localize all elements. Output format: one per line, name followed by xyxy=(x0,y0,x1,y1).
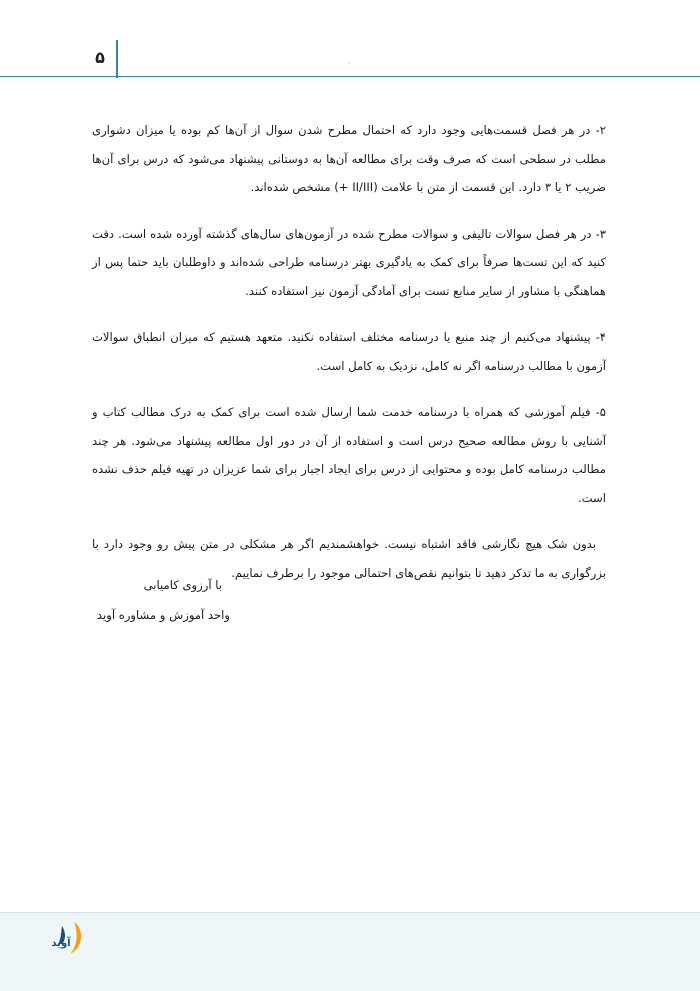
paragraph-item-2: ۲- در هر فصل قسمت‌هایی وجود دارد که احتمال مطرح شدن سوال از آن‌ها کم بوده یا میزان دشواری مطلب در سطحی است که صرف وقت برای مطالعه آن‌ها به دوستانی پیشنهاد می‌شود که درس برای آن‌ها ضریب ۲ یا ۳ دارد. این قسمت از متن با علامت (II/III +) مشخص شده‌اند. xyxy=(92,123,606,194)
header-rule xyxy=(0,76,700,77)
page-number: ۵ xyxy=(95,48,105,67)
paragraph-item-5: ۵- فیلم آموزشی که همراه با درسنامه خدمت شما ارسال شده است برای کمک به درک مطالب کتاب و آشنایی با روش مطالعه صحیح درس است و استفاده از آن در دور اول مطالعه پیشنهاد می‌شود. هر چند مطالب درسنامه کامل بوده و محتوایی از درس برای ایجاد اجبار برای شما عزیزان در تهیه فیلم حذف نشده است. xyxy=(92,405,606,505)
closing-paragraph: بدون شک هیچ نگارشی فاقد اشتباه نیست. خواهشمندیم اگر هر مشکلی در متن پیش رو وجود دارد با بزرگواری به ما تذکر دهید تا بتوانیم نقص‌های احتمالی موجود را برطرف نماییم. xyxy=(92,537,606,580)
paragraph-item-4: ۴- پیشنهاد می‌کنیم از چند منبع یا درسنامه مختلف استفاده نکنید. متعهد هستیم که میزان انطباق سوالات آزمون با مطالب درسنامه اگر نه کامل، نزدیک به کامل است. xyxy=(92,330,606,373)
signoff-wish: با آرزوی کامیابی xyxy=(143,578,222,592)
logo-wordmark: آوید xyxy=(51,938,71,949)
signoff xyxy=(30,570,230,630)
body-text xyxy=(92,116,606,605)
header-divider xyxy=(116,40,118,78)
signoff-organization: واحد آموزش و مشاوره آوید xyxy=(96,608,230,622)
header-dot: . xyxy=(348,58,351,66)
paragraph-item-3: ۳- در هر فصل سوالات تالیفی و سوالات مطرح شده در آزمون‌های سال‌های گذشته آورده شده است. دقت کنید که این تست‌ها صرفاً برای کمک به یادگیری بهتر درسنامه طراحی شده‌اند و داوطلبان باید حتما پس از هماهنگی با مشاور از سایر منابع تست برای آمادگی آزمون نیز استفاده کنند. xyxy=(92,226,606,298)
footer-band xyxy=(0,912,700,991)
